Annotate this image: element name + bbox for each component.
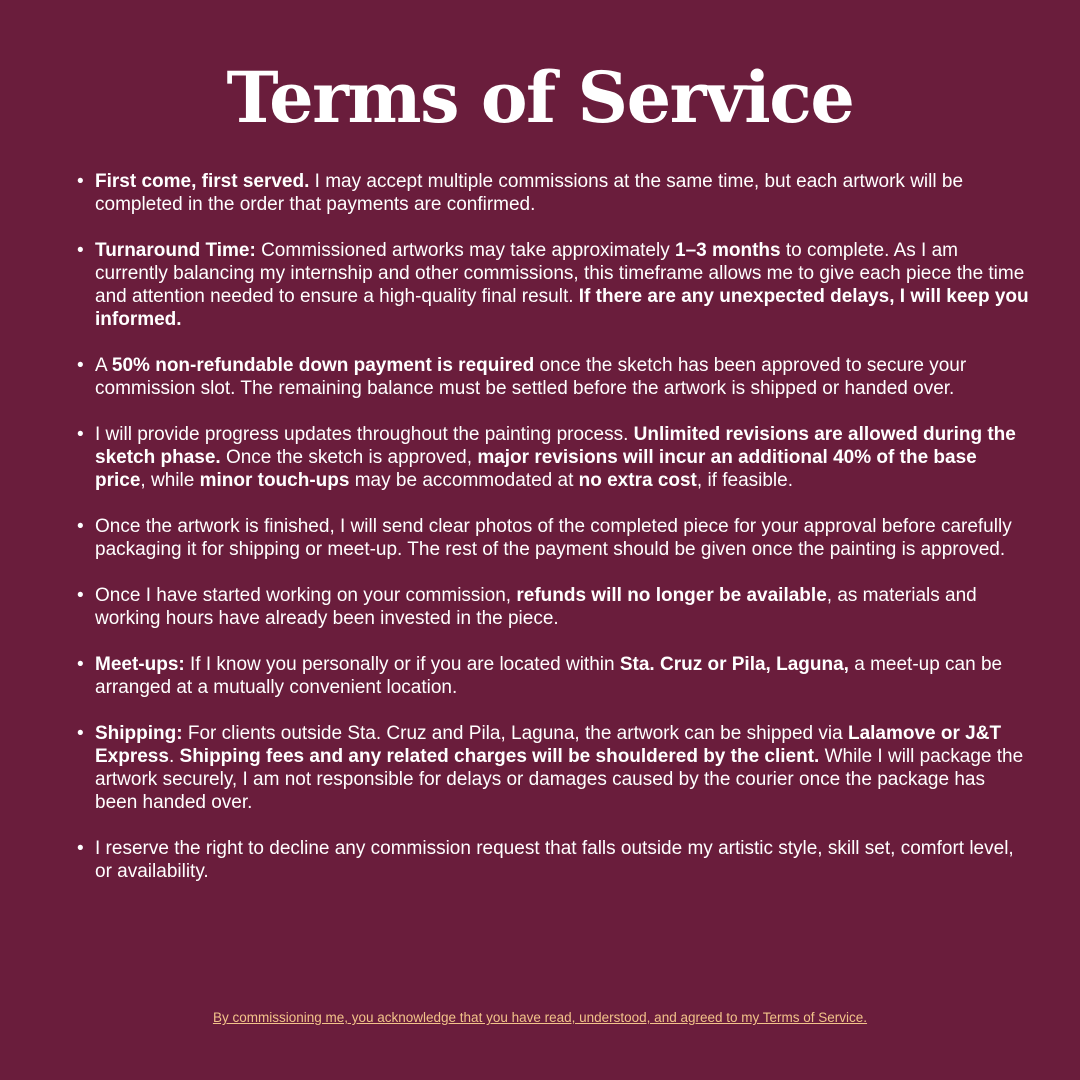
acknowledgement-footer: By commissioning me, you acknowledge that you have read, understood, and agreed to my Terms of Service. [212, 1010, 868, 1025]
term-text-bold: Shipping: [95, 723, 183, 744]
term-text: A [95, 355, 112, 376]
term-text: , while [140, 470, 200, 491]
bullet-icon: • [77, 838, 84, 859]
term-text-bold: Shipping fees and any related charges will be shouldered by the client. [179, 746, 820, 767]
term-text: Once I have started working on your commission, [95, 585, 517, 606]
term-item [77, 170, 1030, 216]
term-item [77, 837, 1030, 883]
term-text: . [168, 746, 180, 767]
term-text: to complete. As I am currently balancing my internship and other commissions, this timeframe allows me to give each piece the time and attention needed to ensure a high-quality final result. [95, 240, 1025, 307]
term-text: If I know you personally or if you are located within [184, 654, 620, 675]
term-text: While I will package the artwork securely, I am not responsible for delays or damages caused by the courier once the package has been handed over. [95, 746, 1024, 813]
term-text: , if feasible. [696, 470, 793, 491]
term-text-bold: 50% non-refundable down payment is required [111, 355, 535, 376]
term-text-bold: major revisions will incur an additional 40% of the base price [95, 447, 977, 491]
bullet-icon: • [77, 171, 84, 192]
term-text-bold: no extra cost [578, 470, 697, 491]
term-text: I will provide progress updates throughout the painting process. [95, 424, 634, 445]
term-text: a meet-up can be arranged at a mutually convenient location. [95, 654, 1003, 698]
term-item [77, 423, 1030, 492]
term-item [77, 515, 1030, 561]
term-item [77, 239, 1030, 331]
page-title: Terms of Service [226, 56, 854, 139]
term-text: once the sketch has been approved to secure your commission slot. The remaining balance must be settled before the artwork is shipped or handed over. [95, 355, 967, 399]
term-text: I may accept multiple commissions at the same time, but each artwork will be completed in the order that payments are confirmed. [95, 171, 964, 215]
bullet-icon: • [77, 516, 84, 537]
term-text-bold: minor touch-ups [199, 470, 350, 491]
term-text: Once the sketch is approved, [220, 447, 478, 468]
bullet-icon: • [77, 585, 84, 606]
term-text-bold: 1–3 months [675, 240, 781, 261]
term-text-bold: If there are any unexpected delays, I will keep you informed. [95, 286, 1029, 330]
term-text-bold: Lalamove or J&T Express [95, 723, 1002, 767]
term-item [77, 354, 1030, 400]
term-text-bold: Meet-ups: [95, 654, 185, 675]
term-text-bold: First come, first served. [95, 171, 310, 192]
term-item [77, 653, 1030, 699]
term-item [77, 722, 1030, 814]
term-text-bold: Sta. Cruz or Pila, Laguna, [619, 654, 849, 675]
term-text: Commissioned artworks may take approximately [255, 240, 675, 261]
term-text-bold: Unlimited revisions are allowed during the sketch phase. [95, 424, 1016, 468]
term-text: I reserve the right to decline any commission request that falls outside my artistic style, skill set, comfort level, or availability. [95, 838, 1014, 882]
term-item [77, 584, 1030, 630]
bullet-icon: • [77, 723, 84, 744]
bullet-icon: • [77, 240, 84, 261]
bullet-icon: • [77, 424, 84, 445]
terms-list [77, 170, 1030, 883]
term-text: Once the artwork is finished, I will send clear photos of the completed piece for your approval before carefully packaging it for shipping or meet-up. The rest of the payment should be given once the painting is approved. [95, 516, 1012, 560]
term-text: may be accommodated at [349, 470, 579, 491]
term-text: , as materials and working hours have already been invested in the piece. [95, 585, 977, 629]
bullet-icon: • [77, 355, 84, 376]
term-text: For clients outside Sta. Cruz and Pila, Laguna, the artwork can be shipped via [182, 723, 848, 744]
bullet-icon: • [77, 654, 84, 675]
term-text-bold: Turnaround Time: [95, 240, 256, 261]
term-text-bold: refunds will no longer be available [516, 585, 827, 606]
